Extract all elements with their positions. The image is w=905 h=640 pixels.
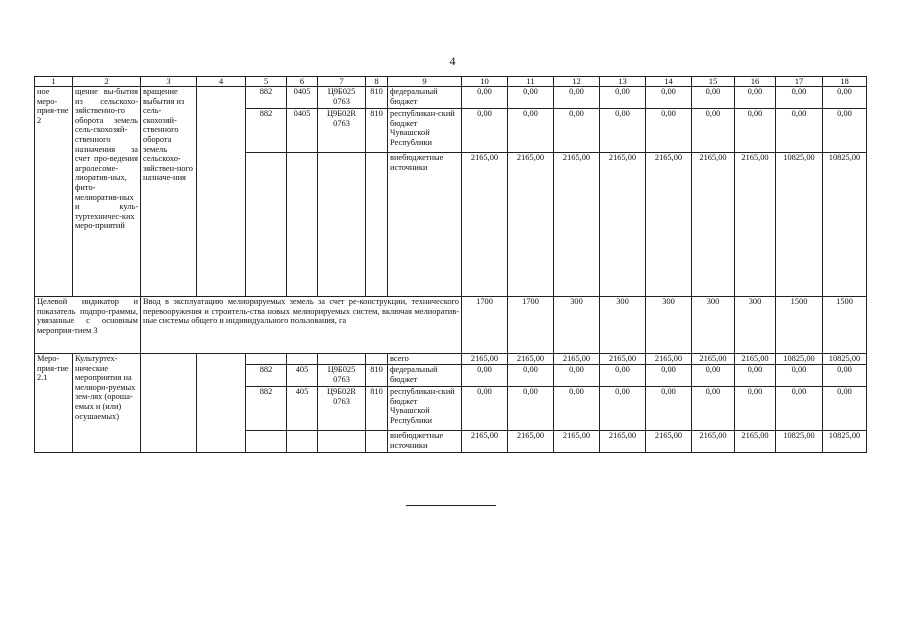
value-cell: 0,00	[776, 87, 823, 109]
expense-type-cell: 810	[366, 87, 388, 109]
value-cell: 0,00	[776, 387, 823, 431]
value-cell: 0,00	[508, 109, 554, 153]
value-cell: 1700	[462, 297, 508, 354]
value-cell: 300	[646, 297, 692, 354]
value-cell: 2165,00	[646, 431, 692, 453]
value-cell: 0,00	[823, 87, 867, 109]
value-cell: 10825,00	[776, 431, 823, 453]
value-cell: 0,00	[600, 109, 646, 153]
value-cell: 2165,00	[462, 153, 508, 297]
funding-source-cell: внебюджетные источники	[388, 153, 462, 297]
target-article-cell	[318, 431, 366, 453]
funding-source-cell: республикан-ский бюджет Чувашской Республики	[388, 387, 462, 431]
value-cell: 300	[600, 297, 646, 354]
section-cell: 0405	[287, 87, 318, 109]
value-cell: 0,00	[554, 109, 600, 153]
value-cell: 1500	[776, 297, 823, 354]
section-cell	[287, 153, 318, 297]
value-cell: 10825,00	[823, 354, 867, 365]
section-cell: 405	[287, 387, 318, 431]
value-cell: 2165,00	[735, 354, 776, 365]
value-cell: 0,00	[508, 387, 554, 431]
value-cell: 2165,00	[692, 431, 735, 453]
expense-type-cell	[366, 431, 388, 453]
grbs-cell: 882	[246, 87, 287, 109]
grbs-cell	[246, 431, 287, 453]
value-cell: 0,00	[508, 87, 554, 109]
target-article-cell: Ц9Б02R 0763	[318, 109, 366, 153]
activity-cell: ное меро-прия-тие 2	[35, 87, 73, 297]
value-cell: 2165,00	[508, 153, 554, 297]
value-cell: 2165,00	[554, 153, 600, 297]
col-header: 7	[318, 77, 366, 87]
page-number: 4	[449, 54, 456, 68]
col-header: 8	[366, 77, 388, 87]
value-cell: 0,00	[776, 365, 823, 387]
funding-source-cell: федеральный бюджет	[388, 365, 462, 387]
value-cell: 2165,00	[692, 354, 735, 365]
value-cell: 0,00	[823, 109, 867, 153]
value-cell: 0,00	[554, 365, 600, 387]
col-header: 15	[692, 77, 735, 87]
value-cell: 10825,00	[776, 153, 823, 297]
value-cell: 0,00	[462, 87, 508, 109]
value-cell: 0,00	[735, 365, 776, 387]
activity-description-cell: Культуртех-нические мероприятия на мелиори-руемых зем-лях (ороша-емых и (или) осушаемых)	[73, 354, 141, 453]
value-cell: 2165,00	[462, 431, 508, 453]
target-article-cell: Ц9Б025 0763	[318, 87, 366, 109]
value-cell: 0,00	[692, 87, 735, 109]
col-header: 17	[776, 77, 823, 87]
value-cell: 2165,00	[646, 153, 692, 297]
value-cell: 2165,00	[508, 431, 554, 453]
value-cell: 2165,00	[692, 153, 735, 297]
value-cell: 2165,00	[735, 153, 776, 297]
budget-table	[34, 76, 867, 453]
col-header: 16	[735, 77, 776, 87]
value-cell: 0,00	[462, 387, 508, 431]
value-cell: 2165,00	[508, 354, 554, 365]
empty-cell	[197, 354, 246, 453]
table-row	[35, 354, 867, 365]
expense-type-cell	[366, 153, 388, 297]
indicator-text: Ввод в эксплуатацию мелиорируемых земель за счет ре-конструкции, технического перевооружения и строитель-ства новых мелиорируемых систем, включая мелиоратив-ные системы общего и индивидуального пользования, га	[141, 297, 462, 354]
value-cell: 2165,00	[554, 354, 600, 365]
empty-cell	[141, 354, 197, 453]
value-cell: 0,00	[735, 87, 776, 109]
value-cell: 0,00	[554, 387, 600, 431]
empty-cell	[197, 87, 246, 297]
funding-source-cell: республикан-ский бюджет Чувашской Республики	[388, 109, 462, 153]
indicator-label: Целевой индикатор и показатель подпро-граммы, увязанные с основным мероприя-тием 3	[35, 297, 141, 354]
section-cell: 0405	[287, 109, 318, 153]
value-cell: 0,00	[823, 365, 867, 387]
task-cell: вращение выбытия из сель-скохозяй-ственного оборота земель сельскохо-зяйствен-ного назначе-ния	[141, 87, 197, 297]
value-cell: 0,00	[508, 365, 554, 387]
value-cell: 2165,00	[462, 354, 508, 365]
expense-type-cell: 810	[366, 109, 388, 153]
value-cell: 0,00	[646, 87, 692, 109]
value-cell: 2165,00	[600, 431, 646, 453]
value-cell: 0,00	[646, 387, 692, 431]
value-cell: 0,00	[600, 87, 646, 109]
value-cell: 2165,00	[554, 431, 600, 453]
col-header: 10	[462, 77, 508, 87]
value-cell: 0,00	[646, 365, 692, 387]
target-article-cell	[318, 354, 366, 365]
section-cell	[287, 431, 318, 453]
col-header: 2	[73, 77, 141, 87]
grbs-cell: 882	[246, 109, 287, 153]
col-header: 12	[554, 77, 600, 87]
value-cell: 1700	[508, 297, 554, 354]
grbs-cell: 882	[246, 387, 287, 431]
goal-cell: щение вы-бытия из сельскохо-зяйственно-го оборота земель сель-скохозяй-ственного назначения за счет про-ведения агролесоме-лиоратив-ных, фито-мелиоратив-ных и куль-туртехничес-ких меро-приятий	[73, 87, 141, 297]
value-cell: 10825,00	[823, 431, 867, 453]
value-cell: 2165,00	[600, 153, 646, 297]
header-row	[35, 77, 867, 87]
value-cell: 2165,00	[646, 354, 692, 365]
col-header: 5	[246, 77, 287, 87]
value-cell: 0,00	[692, 109, 735, 153]
value-cell: 0,00	[692, 387, 735, 431]
funding-source-cell: федеральный бюджет	[388, 87, 462, 109]
value-cell: 0,00	[554, 87, 600, 109]
col-header: 9	[388, 77, 462, 87]
col-header: 13	[600, 77, 646, 87]
col-header: 3	[141, 77, 197, 87]
col-header: 4	[197, 77, 246, 87]
section-cell	[287, 354, 318, 365]
col-header: 6	[287, 77, 318, 87]
grbs-cell	[246, 354, 287, 365]
value-cell: 0,00	[735, 109, 776, 153]
value-cell: 0,00	[600, 387, 646, 431]
value-cell: 0,00	[823, 387, 867, 431]
col-header: 14	[646, 77, 692, 87]
funding-source-cell: всего	[388, 354, 462, 365]
funding-source-cell: внебюджетные источники	[388, 431, 462, 453]
grbs-cell: 882	[246, 365, 287, 387]
value-cell: 300	[692, 297, 735, 354]
col-header: 11	[508, 77, 554, 87]
target-article-cell: Ц9Б025 0763	[318, 365, 366, 387]
value-cell: 0,00	[735, 387, 776, 431]
table-row	[35, 87, 867, 109]
value-cell: 0,00	[462, 365, 508, 387]
expense-type-cell	[366, 354, 388, 365]
value-cell: 0,00	[462, 109, 508, 153]
value-cell: 0,00	[600, 365, 646, 387]
col-header: 18	[823, 77, 867, 87]
value-cell: 10825,00	[776, 354, 823, 365]
indicator-row	[35, 297, 867, 354]
grbs-cell	[246, 153, 287, 297]
end-divider	[406, 505, 496, 506]
value-cell: 300	[554, 297, 600, 354]
activity-cell: Меро-прия-тие 2.1	[35, 354, 73, 453]
value-cell: 0,00	[776, 109, 823, 153]
expense-type-cell: 810	[366, 387, 388, 431]
target-article-cell: Ц9Б02R 0763	[318, 387, 366, 431]
value-cell: 1500	[823, 297, 867, 354]
section-cell: 405	[287, 365, 318, 387]
value-cell: 0,00	[692, 365, 735, 387]
value-cell: 2165,00	[735, 431, 776, 453]
value-cell: 0,00	[646, 109, 692, 153]
expense-type-cell: 810	[366, 365, 388, 387]
col-header: 1	[35, 77, 73, 87]
value-cell: 300	[735, 297, 776, 354]
value-cell: 10825,00	[823, 153, 867, 297]
value-cell: 2165,00	[600, 354, 646, 365]
target-article-cell	[318, 153, 366, 297]
